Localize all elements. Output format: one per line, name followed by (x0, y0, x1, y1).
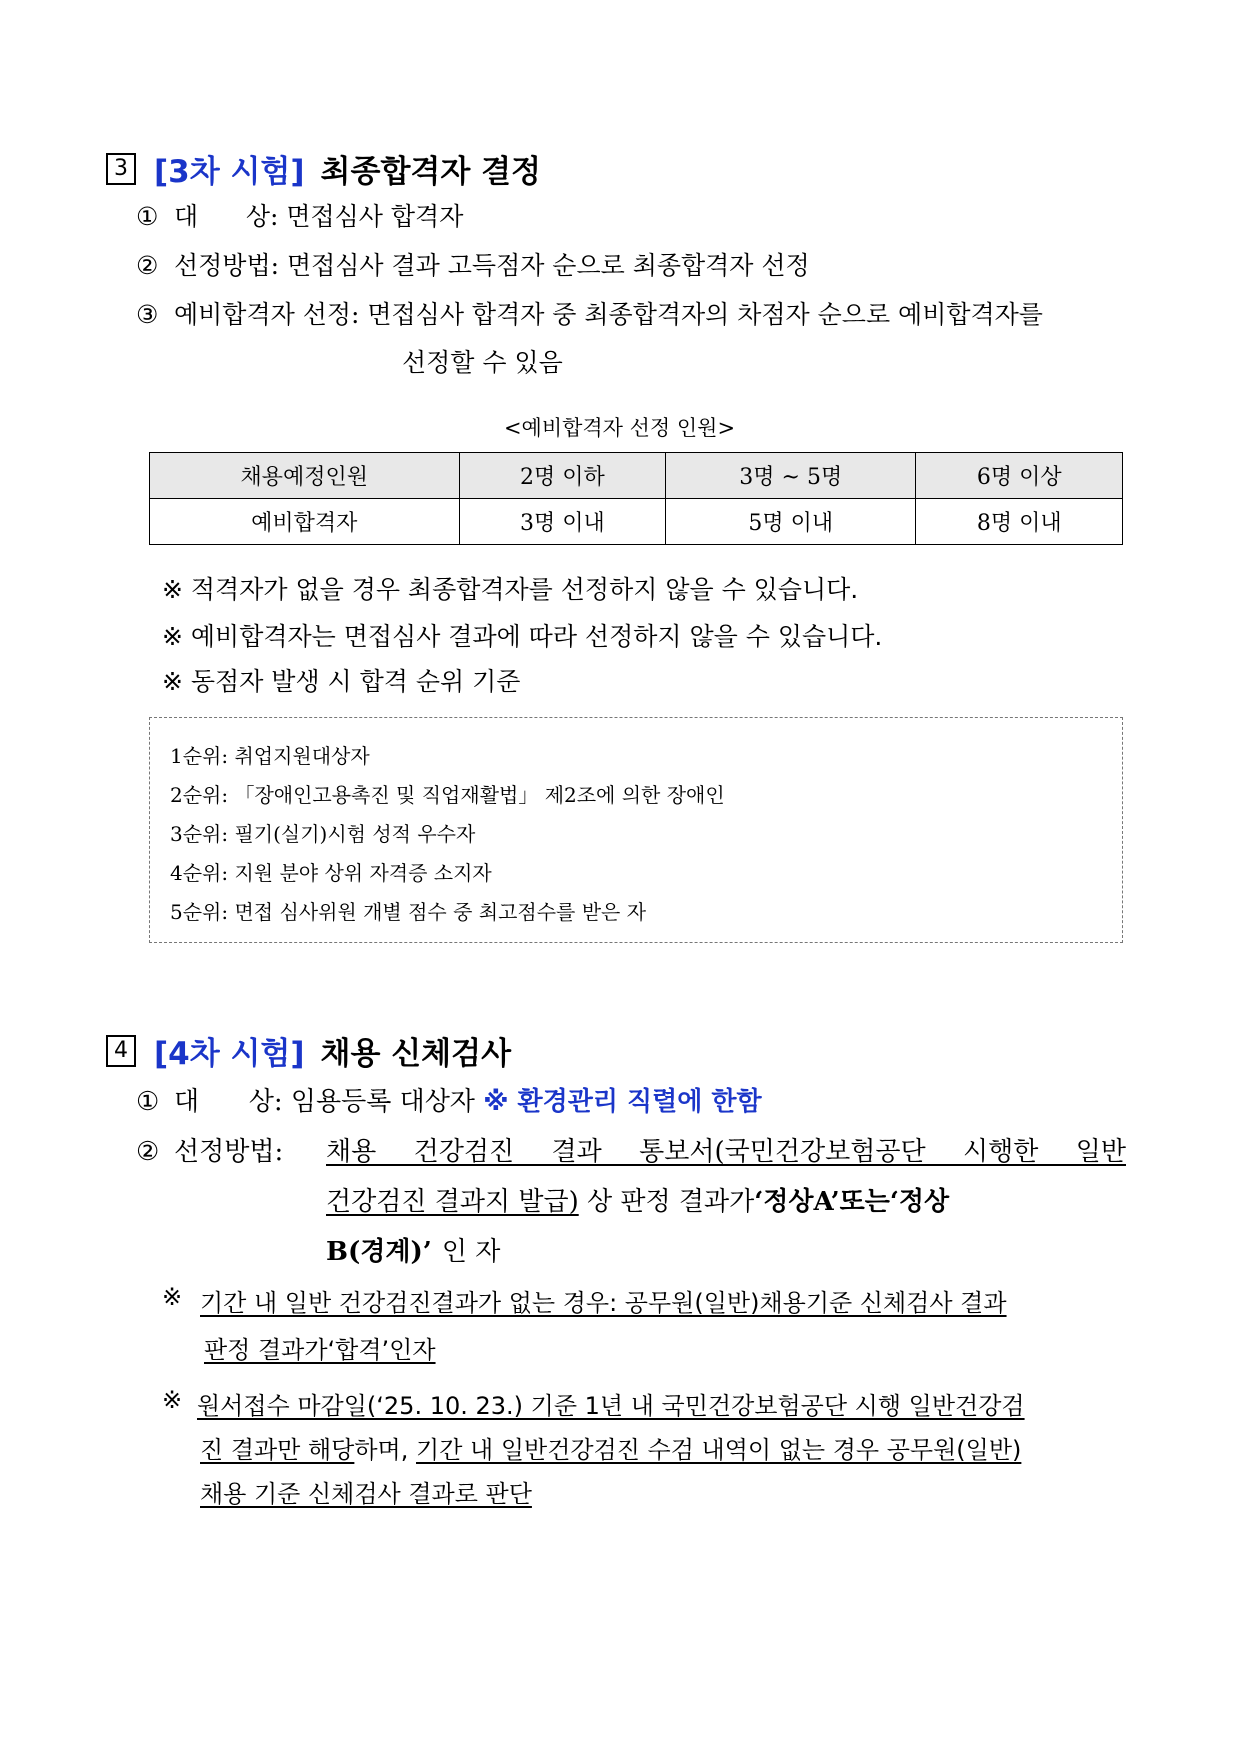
section4-note-2-line-3: 채용 기준 신체검사 결과로 판단 (200, 1480, 532, 1508)
section4-note-1-line-1: 기간 내 일반 건강검진결과가 없는 경우: 공무원(일반)채용기준 신체검사 결과 (200, 1289, 1007, 1317)
table-header-cell: 2명 이하 (459, 453, 666, 499)
table-cell: 8명 이내 (916, 499, 1123, 545)
section4-note-2-line-2: 진 결과만 해당하며, 기간 내 일반건강검진 수검 내역이 없는 경우 공무원(일반) (200, 1436, 1022, 1464)
reserve-candidates-table (149, 452, 1123, 545)
section4-item-2-line-1: 채용 건강검진 결과 통보서(국민건강보험공단 시행한 일반 (326, 1137, 1126, 1167)
rank-5: 5순위: 면접 심사위원 개별 점수 중 최고점수를 받은 자 (170, 900, 647, 924)
table-header-cell: 6명 이상 (916, 453, 1123, 499)
section3-item-1: ① 대 상: 면접심사 합격자 (136, 202, 464, 231)
section4-tag: [4차 시험] (154, 1036, 305, 1072)
section4-note-2-line-1: 원서접수 마감일(‘25. 10. 23.) 기준 1년 내 국민건강보험공단 시행 일반건강검 (197, 1392, 1025, 1420)
note-tie-criteria: ※ 동점자 발생 시 합격 순위 기준 (162, 667, 521, 696)
table-row (150, 499, 1123, 545)
section3-item-2: ② 선정방법: 면접심사 결과 고득점자 순으로 최종합격자 선정 (136, 251, 810, 280)
rank-3: 3순위: 필기(실기)시험 성적 우수자 (170, 822, 476, 846)
table-cell: 예비합격자 (150, 499, 460, 545)
table-header-cell: 채용예정인원 (150, 453, 460, 499)
table-header-cell: 3명 ~ 5명 (666, 453, 916, 499)
note-no-qualified: ※ 적격자가 없을 경우 최종합격자를 선정하지 않을 수 있습니다. (162, 575, 859, 604)
section3-title: 최종합격자 결정 (320, 154, 541, 190)
section4-item-1: ① 대 상: 임용등록 대상자 ※ 환경관리 직렬에 한함 (136, 1087, 762, 1117)
section4-note-1-mark: ※ (162, 1283, 183, 1311)
tie-rank-box (149, 717, 1123, 943)
section4-item-2-line-2: 건강검진 결과지 발급) 상 판정 결과가‘정상A’또는‘정상 (326, 1187, 950, 1217)
section3-number-box: 3 (106, 153, 136, 185)
section4-item-1-highlight: ※ 환경관리 직렬에 한함 (483, 1087, 762, 1117)
section3-item-3-continued: 선정할 수 있음 (402, 348, 563, 377)
section4-number-box: 4 (106, 1035, 136, 1067)
section4-item-2-line-3: B(경계)’ 인 자 (326, 1237, 501, 1267)
section4-item-2-label: ② 선정방법: (136, 1137, 284, 1167)
rank-4: 4순위: 지원 분야 상위 자격증 소지자 (170, 861, 492, 885)
rank-2: 2순위: 「장애인고용촉진 및 직업재활법」 제2조에 의한 장애인 (170, 783, 725, 807)
section4-heading (106, 1028, 511, 1073)
table-cell: 3명 이내 (459, 499, 666, 545)
section4-note-2-mark: ※ (162, 1386, 183, 1414)
section4-note-1-line-2: 판정 결과가‘합격’인자 (204, 1336, 436, 1364)
section4-title: 채용 신체검사 (320, 1036, 512, 1072)
table-header-row (150, 453, 1123, 499)
section3-item-3: ③ 예비합격자 선정: 면접심사 합격자 중 최종합격자의 차점자 순으로 예비합격자를 (136, 300, 1043, 329)
note-reserve: ※ 예비합격자는 면접심사 결과에 따라 선정하지 않을 수 있습니다. (162, 622, 883, 651)
rank-1: 1순위: 취업지원대상자 (170, 744, 370, 768)
section3-tag: [3차 시험] (154, 154, 305, 190)
table-caption: <예비합격자 선정 인원> (503, 416, 736, 440)
table-cell: 5명 이내 (666, 499, 916, 545)
section3-heading (106, 146, 541, 191)
